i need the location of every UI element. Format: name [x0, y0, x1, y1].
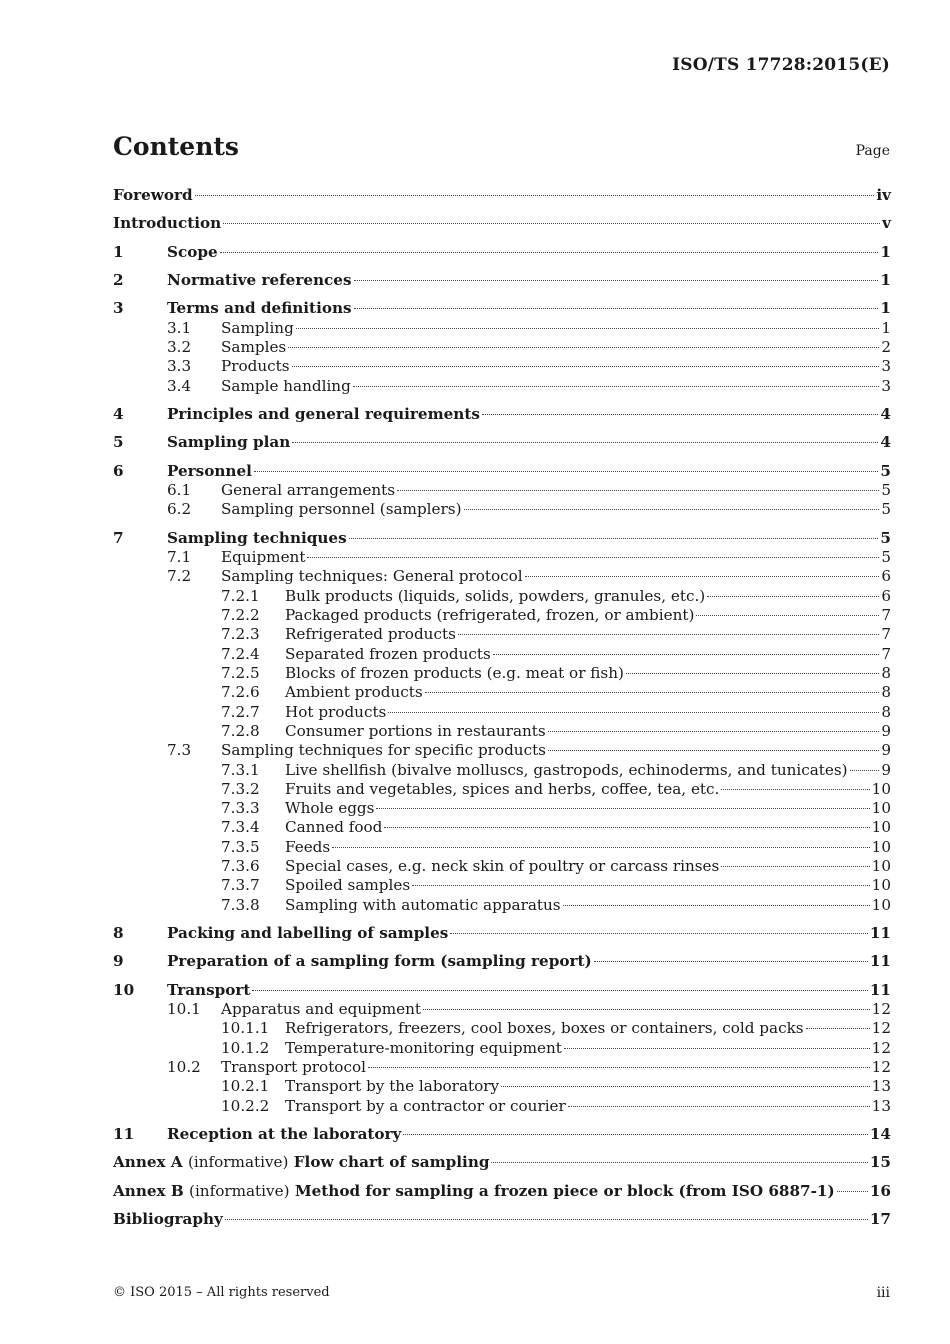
toc-entry-title: Scope [167, 243, 218, 261]
dot-leader [493, 654, 880, 655]
toc-entry[interactable] [113, 1039, 891, 1058]
toc-entry-title: Whole eggs [285, 799, 375, 817]
document-id: ISO/TS 17728:2015(E) [672, 55, 890, 75]
toc-entry-title: Products [221, 357, 290, 375]
toc-entry-title: Blocks of frozen products (e.g. meat or fish) [285, 664, 624, 682]
dot-leader [548, 750, 879, 751]
toc-entry-page: 6 [881, 567, 891, 585]
dot-leader [354, 308, 879, 309]
toc-entry-page: 11 [869, 952, 891, 970]
toc-entry-title: Equipment [221, 548, 306, 566]
toc-entry-number: 10.1 [167, 1000, 201, 1018]
toc-entry-title: Transport by the laboratory [285, 1077, 500, 1095]
toc-entry-number: 1 [113, 243, 124, 261]
toc-entry-title: Foreword [113, 186, 193, 204]
toc-entry-page: 15 [869, 1153, 891, 1171]
toc-entry-page: 9 [881, 722, 891, 740]
toc-entry[interactable] [113, 1182, 891, 1201]
dot-leader [349, 538, 879, 539]
annex-title: Method for sampling a frozen piece or block (from ISO 6887-1) [294, 1182, 835, 1200]
toc-entry-page: 14 [869, 1125, 891, 1143]
toc-entry[interactable] [113, 1125, 891, 1144]
copyright-notice: © ISO 2015 – All rights reserved [113, 1285, 330, 1300]
toc-entry-number: 6.2 [167, 500, 192, 518]
toc-entry-title: Sampling techniques: General protocol [221, 567, 523, 585]
toc-entry[interactable] [113, 587, 891, 606]
toc-entry[interactable] [113, 722, 891, 741]
toc-entry-title: Ambient products [285, 683, 423, 701]
toc-entry[interactable] [113, 186, 891, 205]
toc-entry[interactable] [113, 761, 891, 780]
toc-entry-number: 11 [113, 1125, 135, 1143]
toc-entry-number: 7.2 [167, 567, 192, 585]
toc-entry[interactable] [113, 741, 891, 760]
toc-entry[interactable] [113, 838, 891, 857]
dot-leader [384, 827, 869, 828]
toc-entry-page: 7 [881, 645, 891, 663]
toc-entry-number: 10.2.2 [221, 1097, 270, 1115]
toc-entry[interactable] [113, 462, 891, 481]
annex-label: Annex B [113, 1182, 184, 1200]
toc-entry[interactable] [113, 548, 891, 567]
toc-entry-number: 7.2.6 [221, 683, 260, 701]
dot-leader [292, 366, 880, 367]
toc-entry-page: 5 [880, 462, 891, 480]
dot-leader [403, 1134, 867, 1135]
toc-entry-number: 10 [113, 981, 135, 999]
dot-leader [296, 328, 880, 329]
toc-entry-title: Packaged products (refrigerated, frozen, or ambient) [285, 606, 695, 624]
dot-leader [195, 195, 875, 196]
toc-entry-title: Special cases, e.g. neck skin of poultry or carcass rinses [285, 857, 720, 875]
toc-entry-title: Sampling with automatic apparatus [285, 896, 561, 914]
toc-entry-number: 7 [113, 529, 124, 547]
toc-entry-title: Packing and labelling of samples [167, 924, 449, 942]
annex-note: (informative) [187, 1153, 289, 1171]
toc-entry-number: 9 [113, 952, 124, 970]
dot-leader [412, 885, 870, 886]
contents-title: Contents [113, 132, 240, 161]
toc-entry[interactable] [113, 1019, 891, 1038]
toc-entry-page: 10 [871, 818, 891, 836]
toc-entry-number: 7.3.1 [221, 761, 260, 779]
toc-entry-title: Sampling plan [167, 433, 291, 451]
toc-entry[interactable] [113, 876, 891, 895]
toc-entry-title: Spoiled samples [285, 876, 411, 894]
toc-entry-number: 7.3.5 [221, 838, 260, 856]
toc-entry-number: 7.1 [167, 548, 192, 566]
dot-leader [368, 1067, 870, 1068]
dot-leader [491, 1162, 867, 1163]
toc-entry[interactable] [113, 500, 891, 519]
toc-entry-page: 11 [869, 981, 891, 999]
dot-leader [332, 847, 869, 848]
toc-entry-number: 7.2.2 [221, 606, 260, 624]
toc-entry-number: 7.3.3 [221, 799, 260, 817]
toc-entry-number: 10.1.1 [221, 1019, 270, 1037]
toc-entry-number: 7.2.8 [221, 722, 260, 740]
toc-entry-number: 10.2 [167, 1058, 201, 1076]
toc-entry-number: 7.3.8 [221, 896, 260, 914]
toc-entry-number: 3.4 [167, 377, 192, 395]
toc-entry-number: 7.2.3 [221, 625, 260, 643]
toc-entry-title [113, 1182, 835, 1201]
dot-leader [626, 673, 879, 674]
dot-leader [450, 933, 868, 934]
toc-entry-title: Hot products [285, 703, 387, 721]
toc-entry[interactable] [113, 799, 891, 818]
toc-entry-title: General arrangements [221, 481, 396, 499]
toc-entry-number: 2 [113, 271, 124, 289]
dot-leader [837, 1191, 868, 1192]
toc-entry[interactable] [113, 319, 891, 338]
toc-entry[interactable] [113, 1000, 891, 1019]
dot-leader [594, 961, 868, 962]
toc-entry[interactable] [113, 818, 891, 837]
toc-entry-page: 9 [881, 741, 891, 759]
toc-entry[interactable] [113, 214, 891, 233]
toc-entry[interactable] [113, 924, 891, 943]
toc-entry-title: Principles and general requirements [167, 405, 480, 423]
toc-entry-title: Sampling techniques for specific products [221, 741, 546, 759]
toc-entry-page: 5 [881, 500, 891, 518]
dot-leader [525, 576, 880, 577]
toc-entry[interactable] [113, 857, 891, 876]
toc-entry-number: 7.3.7 [221, 876, 260, 894]
dot-leader [376, 808, 869, 809]
dot-leader [307, 557, 879, 558]
toc-entry-page: 10 [871, 857, 891, 875]
dot-leader [292, 442, 878, 443]
dot-leader [850, 770, 880, 771]
toc-entry-number: 7.2.4 [221, 645, 260, 663]
toc-entry-title: Reception at the laboratory [167, 1125, 402, 1143]
page-column-label: Page [855, 143, 890, 159]
toc-entry-page: 10 [871, 799, 891, 817]
toc-entry-page: 10 [871, 896, 891, 914]
toc-entry-title: Terms and definitions [167, 299, 352, 317]
toc-entry[interactable] [113, 271, 891, 290]
toc-entry-page: 16 [869, 1182, 891, 1200]
dot-leader [721, 866, 869, 867]
dot-leader [564, 1048, 870, 1049]
toc-entry-page: 3 [881, 377, 891, 395]
toc-entry-title: Transport by a contractor or courier [285, 1097, 566, 1115]
dot-leader [353, 386, 880, 387]
toc-entry-page: 5 [881, 548, 891, 566]
toc-entry[interactable] [113, 377, 891, 396]
toc-entry[interactable] [113, 243, 891, 262]
toc-entry[interactable] [113, 1210, 891, 1229]
toc-entry-page: 1 [881, 319, 891, 337]
toc-entry[interactable] [113, 606, 891, 625]
toc-entry-page: 6 [881, 587, 891, 605]
toc-entry-number: 3.3 [167, 357, 192, 375]
toc-entry-number: 7.2.7 [221, 703, 260, 721]
toc-entry-number: 3.2 [167, 338, 192, 356]
toc-entry-number: 5 [113, 433, 124, 451]
toc-entry-page: 5 [881, 481, 891, 499]
dot-leader [548, 731, 880, 732]
toc-entry-title: Personnel [167, 462, 252, 480]
toc-entry-title: Samples [221, 338, 287, 356]
toc-entry-title: Normative references [167, 271, 352, 289]
toc-entry-page: 11 [869, 924, 891, 942]
toc-entry-page: 10 [871, 876, 891, 894]
toc-entry[interactable] [113, 952, 891, 971]
toc-entry-page: 2 [881, 338, 891, 356]
dot-leader [223, 223, 880, 224]
toc-entry-title: Sampling [221, 319, 294, 337]
toc-entry[interactable] [113, 433, 891, 452]
dot-leader [252, 990, 867, 991]
toc-entry[interactable] [113, 645, 891, 664]
toc-entry[interactable] [113, 703, 891, 722]
toc-entry-number: 7.3.4 [221, 818, 260, 836]
toc-entry-page: 7 [881, 606, 891, 624]
toc-entry-title: Sample handling [221, 377, 351, 395]
toc-entry[interactable] [113, 529, 891, 548]
toc-entry[interactable] [113, 1153, 891, 1172]
toc-entry-page: iv [876, 186, 891, 204]
dot-leader [458, 634, 879, 635]
toc-entry-page: 12 [871, 1039, 891, 1057]
toc-entry-title [113, 1153, 489, 1172]
dot-leader [696, 615, 879, 616]
toc-entry-number: 7.3.6 [221, 857, 260, 875]
dot-leader [354, 280, 879, 281]
toc-entry-number: 8 [113, 924, 124, 942]
toc-entry-number: 3 [113, 299, 124, 317]
toc-entry[interactable] [113, 1077, 891, 1096]
dot-leader [254, 471, 879, 472]
dot-leader [721, 789, 869, 790]
toc-entry-page: 13 [871, 1097, 891, 1115]
toc-entry[interactable] [113, 299, 891, 318]
toc-entry-page: 8 [881, 664, 891, 682]
toc-entry-page: 5 [880, 529, 891, 547]
toc-entry-title: Transport protocol [221, 1058, 366, 1076]
dot-leader [425, 692, 880, 693]
toc-entry-page: 12 [871, 1058, 891, 1076]
toc-entry-page: v [882, 214, 891, 232]
toc-entry-title: Introduction [113, 214, 222, 232]
dot-leader [707, 596, 879, 597]
toc-entry-title: Fruits and vegetables, spices and herbs, coffee, tea, etc. [285, 780, 720, 798]
toc-entry-page: 8 [881, 683, 891, 701]
toc-entry-page: 17 [869, 1210, 891, 1228]
toc-entry[interactable] [113, 338, 891, 357]
toc-entry-title: Canned food [285, 818, 383, 836]
toc-entry[interactable] [113, 896, 891, 915]
dot-leader [568, 1106, 870, 1107]
toc-entry-title: Temperature-monitoring equipment [285, 1039, 562, 1057]
toc-entry-title: Preparation of a sampling form (sampling report) [167, 952, 592, 970]
toc-entry-page: 12 [871, 1019, 891, 1037]
toc-entry-page: 3 [881, 357, 891, 375]
toc-entry-number: 10.1.2 [221, 1039, 270, 1057]
toc-entry[interactable] [113, 481, 891, 500]
toc-entry-title: Sampling techniques [167, 529, 347, 547]
toc-entry-title: Bulk products (liquids, solids, powders, granules, etc.) [285, 587, 706, 605]
toc-entry-page: 4 [880, 433, 891, 451]
toc-entry-number: 7.2.5 [221, 664, 260, 682]
toc-entry[interactable] [113, 683, 891, 702]
toc-entry[interactable] [113, 981, 891, 1000]
dot-leader [288, 347, 879, 348]
toc-entry-title: Bibliography [113, 1210, 223, 1228]
dot-leader [482, 414, 879, 415]
toc-entry-page: 8 [881, 703, 891, 721]
dot-leader [423, 1009, 870, 1010]
annex-label: Annex A [113, 1153, 183, 1171]
annex-note: (informative) [189, 1182, 290, 1200]
toc-entry-title: Transport [167, 981, 251, 999]
toc-entry[interactable] [113, 625, 891, 644]
toc-entry-page: 1 [880, 243, 891, 261]
toc-entry-page: 12 [871, 1000, 891, 1018]
toc-entry[interactable] [113, 357, 891, 376]
toc-entry[interactable] [113, 1058, 891, 1077]
toc-entry[interactable] [113, 780, 891, 799]
toc-entry-title: Refrigerators, freezers, cool boxes, boxes or containers, cold packs [285, 1019, 804, 1037]
toc-entry-number: 6.1 [167, 481, 192, 499]
dot-leader [806, 1028, 870, 1029]
toc-entry-number: 7.3.2 [221, 780, 260, 798]
toc-entry[interactable] [113, 567, 891, 586]
toc-entry-page: 1 [880, 299, 891, 317]
toc-entry-title: Feeds [285, 838, 331, 856]
dot-leader [220, 252, 879, 253]
dot-leader [464, 509, 880, 510]
toc-entry-page: 4 [880, 405, 891, 423]
toc-entry-number: 10.2.1 [221, 1077, 270, 1095]
toc-entry-title: Live shellfish (bivalve molluscs, gastropods, echinoderms, and tunicates) [285, 761, 848, 779]
dot-leader [388, 712, 879, 713]
dot-leader [225, 1219, 868, 1220]
toc-entry[interactable] [113, 664, 891, 683]
toc-entry-title: Consumer portions in restaurants [285, 722, 546, 740]
dot-leader [397, 490, 879, 491]
toc-entry-title: Sampling personnel (samplers) [221, 500, 462, 518]
toc-entry-page: 13 [871, 1077, 891, 1095]
toc-entry-number: 7.3 [167, 741, 192, 759]
toc-entry-number: 7.2.1 [221, 587, 260, 605]
annex-title: Flow chart of sampling [293, 1153, 490, 1171]
toc-entry[interactable] [113, 1097, 891, 1116]
toc-entry-page: 7 [881, 625, 891, 643]
toc-entry-number: 4 [113, 405, 124, 423]
toc-entry-title: Separated frozen products [285, 645, 491, 663]
toc-entry-page: 1 [880, 271, 891, 289]
toc-entry-page: 9 [881, 761, 891, 779]
toc-entry-number: 3.1 [167, 319, 192, 337]
toc-entry-title: Apparatus and equipment [221, 1000, 422, 1018]
toc-entry-title: Refrigerated products [285, 625, 456, 643]
dot-leader [563, 905, 870, 906]
toc-entry-page: 10 [871, 780, 891, 798]
toc-entry[interactable] [113, 405, 891, 424]
dot-leader [501, 1086, 870, 1087]
toc-entry-page: 10 [871, 838, 891, 856]
footer-page-number: iii [876, 1285, 890, 1301]
toc-entry-number: 6 [113, 462, 124, 480]
